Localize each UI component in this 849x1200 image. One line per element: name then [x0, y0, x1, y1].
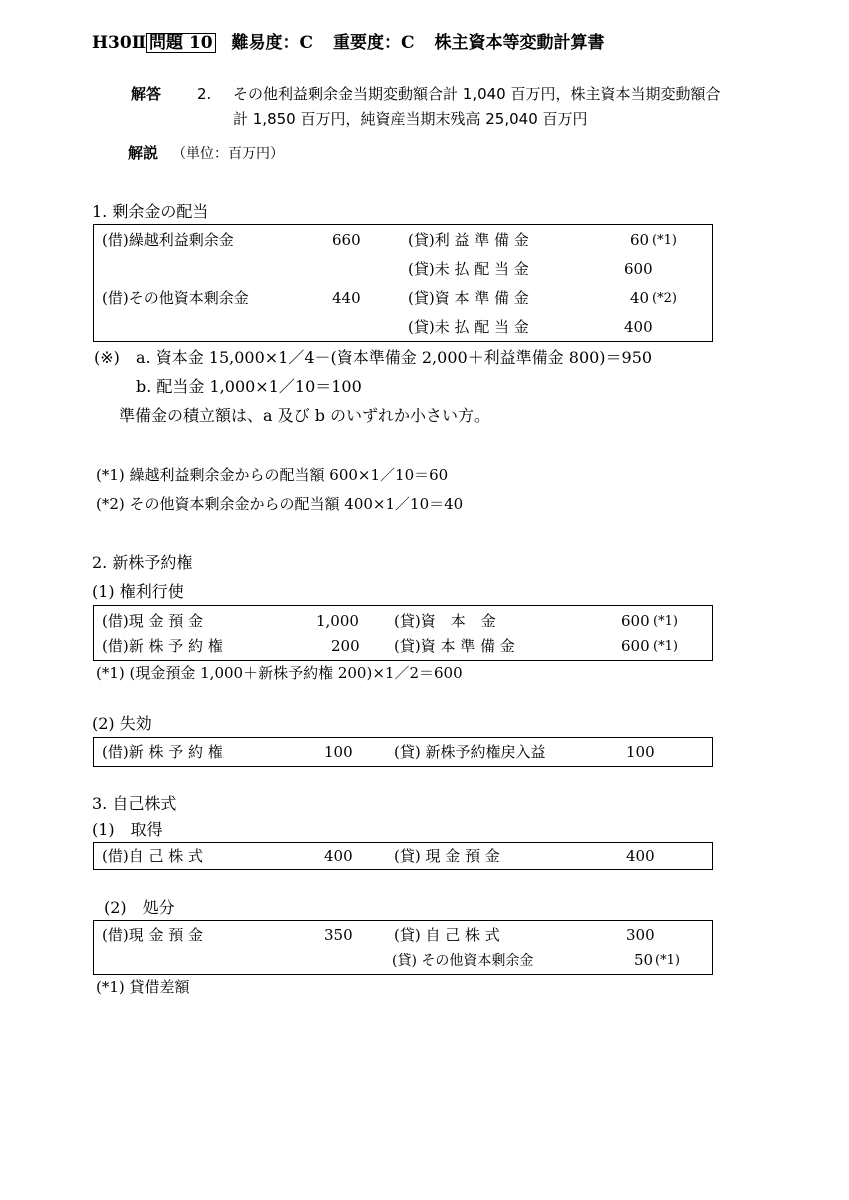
debit-amount: 100 — [324, 743, 353, 761]
credit-account: (貸) 自 己 株 式 — [394, 926, 500, 944]
footnote-ref: (*1) — [652, 233, 677, 248]
footnote-2: (*2) その他資本剰余金からの配当額 400×1／10＝40 — [96, 495, 464, 513]
credit-amount: 60 — [630, 231, 650, 249]
credit-amount: 600 — [621, 637, 650, 655]
answer-label: 解答 — [131, 85, 162, 103]
credit-amount: 100 — [626, 743, 655, 761]
note-mark: (※) — [94, 348, 120, 367]
footnote-ref: (*1) — [655, 953, 680, 968]
importance: 重要度：C — [333, 33, 415, 53]
question-number: 問題 10 — [146, 33, 216, 53]
footnote-ref: (*1) — [653, 614, 678, 629]
debit-account: (借)自 己 株 式 — [102, 847, 204, 865]
exam-year: H30Ⅱ — [92, 33, 147, 53]
credit-account: (貸)資 本 金 — [394, 612, 496, 630]
debit-account: (借)新 株 予 約 権 — [102, 743, 223, 761]
debit-amount: 400 — [324, 847, 353, 865]
credit-amount: 400 — [624, 318, 653, 336]
answer-line-2: 計 1,850 百万円，純資産当期末残高 25,040 百万円 — [233, 110, 588, 128]
debit-account: (借)繰越利益剰余金 — [102, 231, 234, 249]
topic-title: 株主資本等変動計算書 — [434, 33, 605, 53]
subsection-acquisition: (1) 取得 — [92, 820, 163, 839]
reserve-rule: 準備金の積立額は、a 及び b のいずれか小さい方。 — [119, 406, 491, 425]
debit-amount: 200 — [331, 637, 360, 655]
footnote-exercise: (*1) (現金預金 1,000＋新株予約権 200)×1／2＝600 — [96, 664, 463, 682]
credit-amount: 400 — [626, 847, 655, 865]
subsection-exercise: (1) 権利行使 — [92, 582, 184, 601]
credit-amount: 40 — [630, 289, 650, 307]
debit-account: (借)その他資本剰余金 — [102, 289, 249, 307]
credit-amount: 600 — [621, 612, 650, 630]
subsection-lapse: (2) 失効 — [92, 714, 152, 733]
credit-amount: 300 — [626, 926, 655, 944]
credit-account: (貸) その他資本剰余金 — [392, 953, 534, 969]
section-1-title: 1. 剰余金の配当 — [92, 202, 209, 221]
debit-amount: 1,000 — [316, 612, 359, 630]
footnote-ref: (*1) — [653, 639, 678, 654]
debit-amount: 440 — [332, 289, 361, 307]
journal-box-lapse — [93, 737, 713, 767]
credit-account: (貸)利 益 準 備 金 — [408, 231, 529, 249]
journal-box-exercise — [93, 605, 713, 661]
journal-box-dividend — [93, 224, 713, 342]
section-3-title: 3. 自己株式 — [92, 794, 177, 813]
credit-account: (貸)未 払 配 当 金 — [408, 260, 529, 278]
debit-amount: 350 — [324, 926, 353, 944]
journal-box-disposal — [93, 920, 713, 975]
credit-amount: 50 — [634, 951, 654, 969]
explanation-label: 解説 — [128, 144, 159, 162]
debit-amount: 660 — [332, 231, 361, 249]
footnote-1: (*1) 繰越利益剰余金からの配当額 600×1／10＝60 — [96, 466, 449, 484]
calc-b: b. 配当金 1,000×1／10＝100 — [136, 377, 362, 396]
calc-a: a. 資本金 15,000×1／4－(資本準備金 2,000＋利益準備金 800)＝950 — [136, 348, 653, 367]
page-header — [92, 33, 604, 53]
credit-account: (貸)資 本 準 備 金 — [394, 637, 515, 655]
footnote-disposal: (*1) 貸借差額 — [96, 978, 190, 996]
credit-amount: 600 — [624, 260, 653, 278]
difficulty: 難易度：C — [231, 33, 314, 53]
footnote-ref: (*2) — [652, 291, 677, 306]
unit-note: （単位：百万円） — [172, 146, 284, 162]
section-2-title: 2. 新株予約権 — [92, 553, 193, 572]
debit-account: (借)現 金 預 金 — [102, 612, 204, 630]
journal-box-acquisition — [93, 842, 713, 870]
credit-account: (貸) 現 金 預 金 — [394, 847, 500, 865]
subsection-disposal: (2) 処分 — [104, 898, 175, 917]
debit-account: (借)新 株 予 約 権 — [102, 637, 223, 655]
answer-line-1: その他利益剰余金当期変動額合計 1,040 百万円，株主資本当期変動額合 — [233, 85, 721, 103]
debit-account: (借)現 金 預 金 — [102, 926, 204, 944]
answer-number: 2. — [197, 85, 212, 103]
credit-account: (貸) 新株予約権戻入益 — [394, 743, 546, 761]
credit-account: (貸)未 払 配 当 金 — [408, 318, 529, 336]
credit-account: (貸)資 本 準 備 金 — [408, 289, 529, 307]
